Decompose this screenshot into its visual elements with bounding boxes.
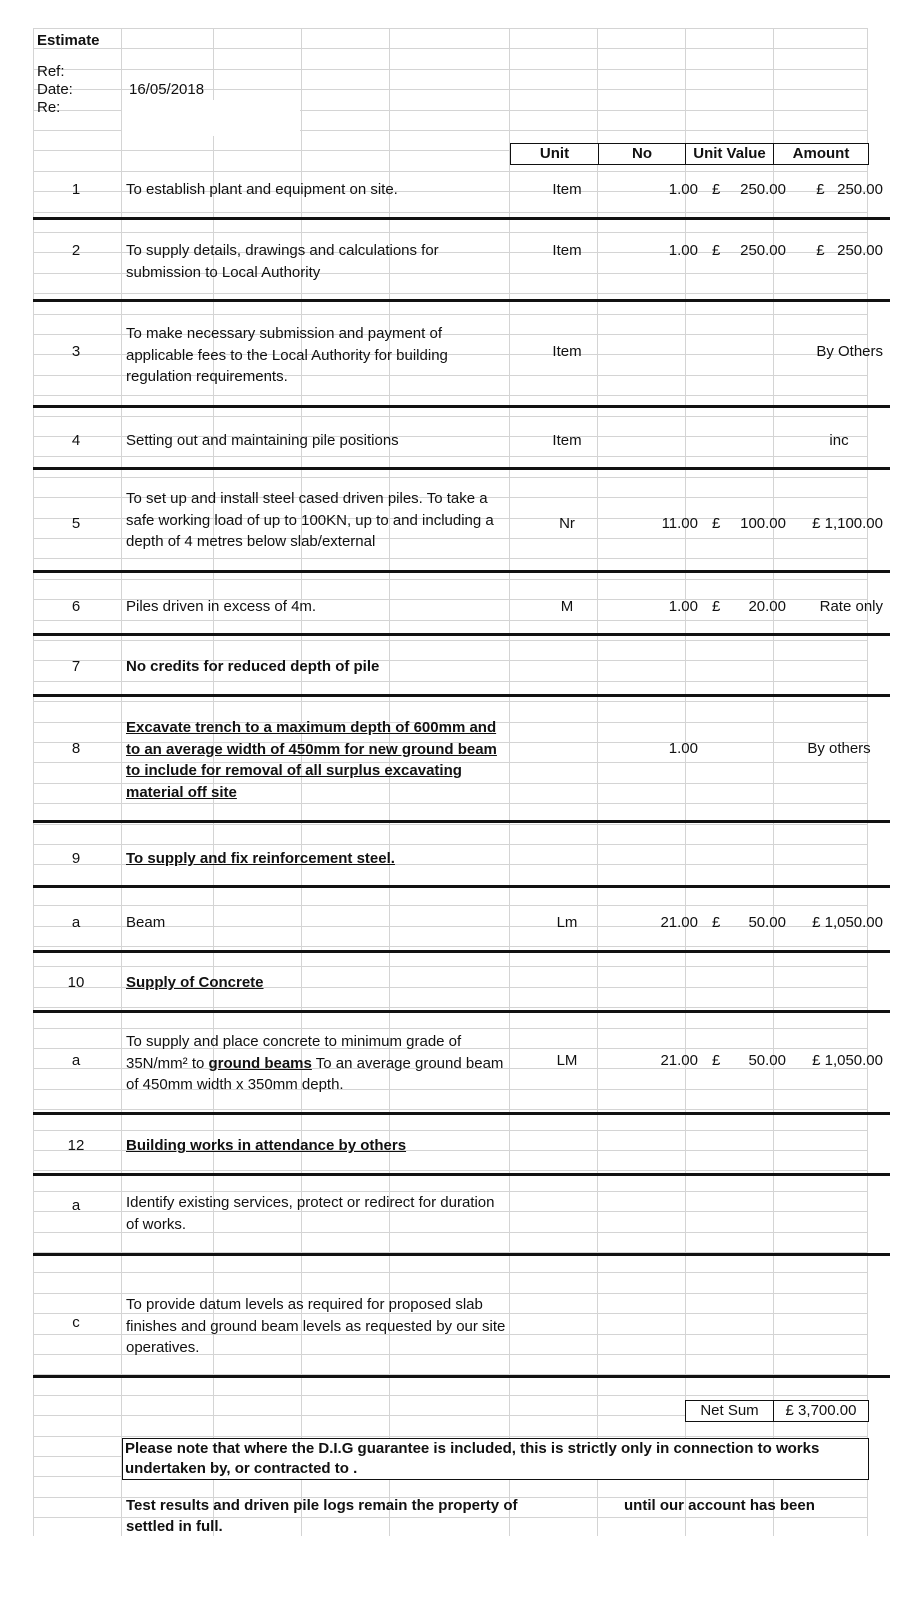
grid-row-line bbox=[33, 1170, 868, 1171]
item-quantity: 11.00 bbox=[661, 515, 698, 532]
date-value: 16/05/2018 bbox=[129, 81, 205, 98]
row-separator bbox=[33, 467, 890, 470]
row-separator bbox=[33, 1112, 890, 1115]
currency-symbol: £ bbox=[712, 515, 721, 532]
item-unit: M bbox=[560, 598, 574, 615]
item-unit: Nr bbox=[559, 515, 575, 532]
grid-row-line bbox=[33, 416, 868, 417]
item-unit-value: 250.00 bbox=[740, 242, 786, 259]
grid-row-line bbox=[33, 48, 868, 49]
item-unit-value: 50.00 bbox=[748, 914, 786, 931]
item-description: Building works in attendance by others bbox=[126, 1137, 407, 1154]
item-unit: Item bbox=[552, 242, 582, 259]
item-unit: Item bbox=[552, 343, 582, 360]
item-number: 4 bbox=[71, 432, 81, 449]
grid-row-line bbox=[33, 966, 868, 967]
item-description: Piles driven in excess of 4m. bbox=[126, 598, 317, 615]
grid-row-line bbox=[33, 701, 868, 702]
currency-symbol: £ bbox=[712, 914, 721, 931]
grid-row-line bbox=[33, 824, 868, 825]
item-description: To provide datum levels as required for proposed slab finishes and ground beam levels as requested by our site operatives. bbox=[126, 1296, 506, 1356]
item-amount: £ 1,100.00 bbox=[812, 515, 883, 532]
grid-row-line bbox=[33, 212, 868, 213]
grid-row-line bbox=[33, 28, 868, 29]
grid-row-line bbox=[33, 905, 868, 906]
item-quantity: 1.00 bbox=[668, 740, 698, 757]
item-description: To supply and fix reinforcement steel. bbox=[126, 850, 395, 867]
grid-row-line bbox=[33, 681, 868, 682]
item-amount: £ 1,050.00 bbox=[812, 914, 883, 931]
grid-row-line bbox=[33, 946, 868, 947]
item-description: To supply details, drawings and calculations for submission to Local Authority bbox=[126, 242, 439, 281]
grid-row-line bbox=[33, 477, 868, 478]
item-unit-value: 250.00 bbox=[740, 181, 786, 198]
grid-row-line bbox=[33, 558, 868, 559]
item-quantity: 21.00 bbox=[660, 914, 698, 931]
item-description: To set up and install steel cased driven piles. To take a safe working load of up to 100KN, up to and including a depth of 4 metres below slab/external bbox=[126, 490, 494, 550]
item-description: Supply of Concrete bbox=[126, 974, 264, 991]
guarantee-note-box bbox=[122, 1438, 869, 1480]
grid-row-line bbox=[33, 1272, 868, 1273]
item-description: To make necessary submission and payment of applicable fees to the Local Authority for building regulation requirements. bbox=[126, 325, 448, 385]
item-description: Excavate trench to a maximum depth of 600mm and to an average width of 450mm for new ground beam to include for removal of all surplus excavating material off site bbox=[126, 719, 497, 801]
grid-row-line bbox=[33, 1436, 868, 1437]
grid-row-line bbox=[33, 69, 868, 70]
item-unit: Item bbox=[552, 181, 582, 198]
row-separator bbox=[33, 1253, 890, 1256]
item-quantity: 1.00 bbox=[668, 242, 698, 259]
item-description bbox=[126, 1031, 506, 1096]
item-description-text: To supply and place concrete to minimum grade of 35N/mm² to bbox=[126, 1033, 462, 1072]
item-amount: £ 1,050.00 bbox=[812, 1052, 883, 1069]
item-number: 1 bbox=[71, 181, 81, 198]
row-separator bbox=[33, 885, 890, 888]
row-separator bbox=[33, 570, 890, 573]
row-separator bbox=[33, 1010, 890, 1013]
item-description: No credits for reduced depth of pile bbox=[126, 658, 380, 675]
grid-row-line bbox=[33, 456, 868, 457]
item-description: Setting out and maintaining pile positions bbox=[126, 432, 399, 449]
grid-row-line bbox=[33, 1395, 868, 1396]
row-separator bbox=[33, 1173, 890, 1176]
item-unit: LM bbox=[556, 1052, 578, 1069]
row-separator bbox=[33, 405, 890, 408]
test-results-note: Test results and driven pile logs remain the property of bbox=[126, 1497, 518, 1514]
item-number: 8 bbox=[71, 740, 81, 757]
column-header-unit: Unit bbox=[510, 143, 599, 165]
column-header-no: No bbox=[598, 143, 686, 165]
row-separator bbox=[33, 217, 890, 220]
item-unit-value: 50.00 bbox=[748, 1052, 786, 1069]
item-number: 9 bbox=[71, 850, 81, 867]
item-description: To establish plant and equipment on site. bbox=[126, 181, 398, 198]
item-unit-value: 20.00 bbox=[748, 598, 786, 615]
grid-row-line bbox=[33, 293, 868, 294]
grid-row-line bbox=[33, 1028, 868, 1029]
item-number: a bbox=[71, 1197, 81, 1214]
currency-symbol: £ bbox=[712, 181, 721, 198]
grid-row-line bbox=[33, 579, 868, 580]
item-number: 12 bbox=[67, 1137, 85, 1154]
grid-row-line bbox=[33, 395, 868, 396]
item-unit: Item bbox=[552, 432, 582, 449]
item-quantity: 1.00 bbox=[668, 598, 698, 615]
item-number: 2 bbox=[71, 242, 81, 259]
row-separator bbox=[33, 694, 890, 697]
item-quantity: 1.00 bbox=[668, 181, 698, 198]
guarantee-note: Please note that where the D.I.G guarantee is included, this is strictly only in connection to works undertaken by, or contracted to . bbox=[125, 1440, 820, 1477]
ref-label: Ref: bbox=[37, 63, 65, 80]
grid-row-line bbox=[33, 1109, 868, 1110]
item-description: Beam bbox=[126, 914, 166, 931]
grid-row-line bbox=[33, 640, 868, 641]
column-header-unit-value: Unit Value bbox=[685, 143, 774, 165]
estimate-title: Estimate bbox=[37, 32, 100, 49]
currency-symbol: £ bbox=[712, 598, 721, 615]
grid-row-line bbox=[33, 844, 868, 845]
date-label: Date: bbox=[37, 81, 73, 98]
row-separator bbox=[33, 820, 890, 823]
column-header-amount: Amount bbox=[773, 143, 869, 165]
item-number: 5 bbox=[71, 515, 81, 532]
test-results-note-continued: until our account has been bbox=[624, 1497, 815, 1514]
item-amount: inc bbox=[829, 432, 849, 449]
test-results-note-end: settled in full. bbox=[126, 1518, 223, 1535]
grid-row-line bbox=[33, 232, 868, 233]
net-sum-label: Net Sum bbox=[685, 1400, 774, 1422]
currency-symbol: £ bbox=[712, 242, 721, 259]
item-amount: £ 250.00 bbox=[816, 242, 883, 259]
row-separator bbox=[33, 1375, 890, 1378]
item-quantity: 21.00 bbox=[660, 1052, 698, 1069]
item-description-emphasis: ground beams bbox=[208, 1054, 312, 1072]
item-unit: Lm bbox=[556, 914, 578, 931]
item-number: a bbox=[71, 1052, 81, 1069]
net-sum-value: £ 3,700.00 bbox=[773, 1400, 869, 1422]
item-unit-value: 100.00 bbox=[740, 515, 786, 532]
grid-row-line bbox=[33, 620, 868, 621]
item-number: c bbox=[72, 1314, 80, 1331]
grid-row-line bbox=[33, 1007, 868, 1008]
header-blank-area bbox=[122, 100, 300, 136]
item-amount: Rate only bbox=[819, 598, 883, 615]
grid-row-line bbox=[33, 1130, 868, 1131]
item-number: a bbox=[71, 914, 81, 931]
currency-symbol: £ bbox=[712, 1052, 721, 1069]
grid-row-line bbox=[33, 314, 868, 315]
item-number: 6 bbox=[71, 598, 81, 615]
item-amount: By others bbox=[807, 740, 871, 757]
item-amount: £ 250.00 bbox=[816, 181, 883, 198]
item-number: 7 bbox=[71, 658, 81, 675]
grid-row-line bbox=[33, 803, 868, 804]
item-amount: By Others bbox=[816, 343, 883, 360]
row-separator bbox=[33, 299, 890, 302]
item-number: 3 bbox=[71, 343, 81, 360]
item-description-text: To an average ground beam of 450mm width x 350mm depth. bbox=[126, 1054, 504, 1093]
re-label: Re: bbox=[37, 99, 61, 116]
item-description: Identify existing services, protect or redirect for duration of works. bbox=[126, 1194, 495, 1233]
grid-row-line bbox=[33, 171, 868, 172]
row-separator bbox=[33, 950, 890, 953]
item-number: 10 bbox=[67, 974, 85, 991]
row-separator bbox=[33, 633, 890, 636]
grid-column-line bbox=[121, 28, 122, 1536]
